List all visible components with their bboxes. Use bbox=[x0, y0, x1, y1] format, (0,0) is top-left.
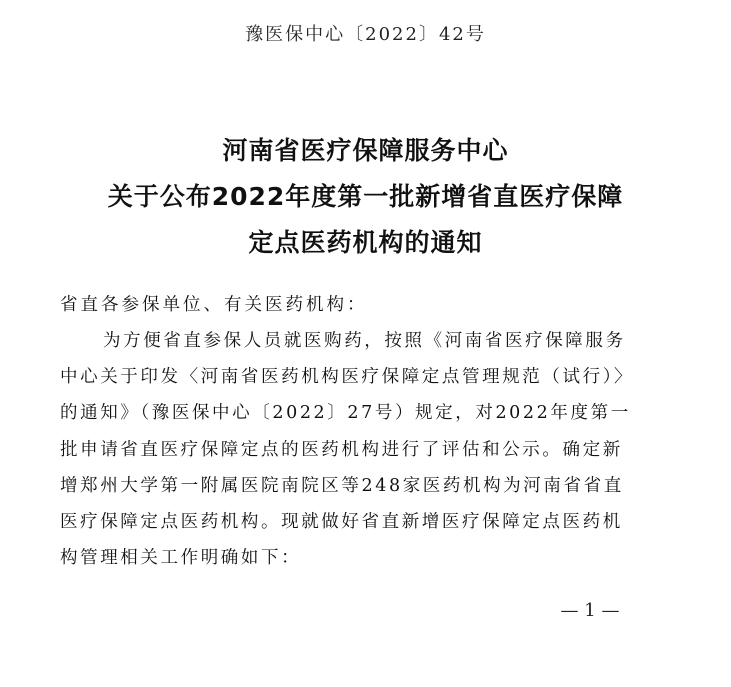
body-line: 为方便省直参保人员就医购药，按照《河南省医疗保障服务 bbox=[103, 331, 626, 351]
body-line: 增郑州大学第一附属医院南院区等248家医药机构为河南省省直 bbox=[60, 475, 624, 496]
document-number: 豫医保中心〔2022〕42号 bbox=[245, 24, 486, 45]
title-line-1: 河南省医疗保障服务中心 bbox=[222, 136, 509, 165]
body-line: 构管理相关工作明确如下： bbox=[60, 548, 302, 569]
document-title bbox=[0, 128, 731, 266]
body-line: 医疗保障定点医药机构。现就做好省直新增医疗保障定点医药机 bbox=[60, 512, 623, 533]
salutation: 省直各参保单位、有关医药机构： bbox=[60, 295, 368, 315]
body-paragraph bbox=[60, 323, 672, 576]
body-line: 的通知》（豫医保中心〔2022〕27号）规定，对2022年度第一 bbox=[60, 403, 631, 424]
body-line: 批申请省直医疗保障定点的医药机构进行了评估和公示。确定新 bbox=[60, 439, 623, 460]
title-line-3: 定点医药机构的通知 bbox=[248, 228, 483, 257]
page-number: — 1 — bbox=[560, 600, 620, 621]
title-line-2: 关于公布2022年度第一批新增省直医疗保障 bbox=[107, 182, 624, 211]
body-line: 中心关于印发〈河南省医药机构医疗保障定点管理规范（试行）〉 bbox=[60, 367, 635, 388]
